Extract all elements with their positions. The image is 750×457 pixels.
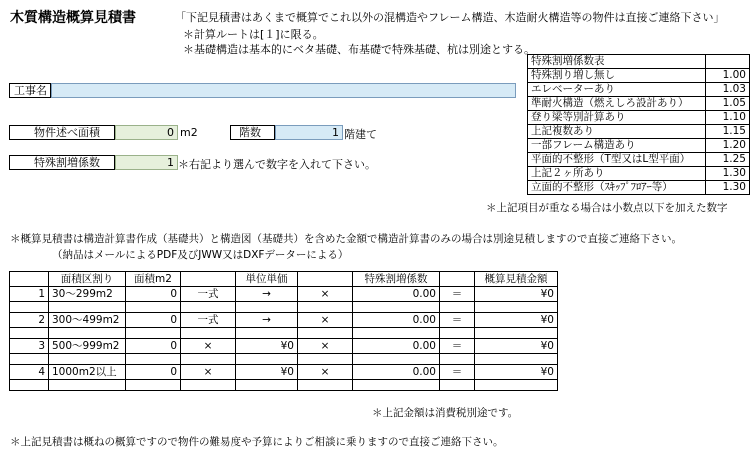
estimate-row-unit: × xyxy=(181,365,236,380)
factor-row-value: 1.00 xyxy=(705,69,749,83)
estimate-row-area: 0 xyxy=(126,287,181,302)
factor-row-label: 立面的不整形（ｽｷｯﾌﾟﾌﾛｱｰ等） xyxy=(528,181,706,195)
area-label: 物件述べ面積 xyxy=(9,125,115,140)
estimate-row-op1: → xyxy=(236,287,298,302)
estimate-row-eq: ＝ xyxy=(440,313,475,328)
factor-row-value: 1.30 xyxy=(705,167,749,181)
estimate-row-eq: ＝ xyxy=(440,339,475,354)
factor-row-value: 1.30 xyxy=(705,181,749,195)
factor-row-label: 平面的不整形（T型又はL型平面） xyxy=(528,153,706,167)
factor-table-title-blank xyxy=(705,55,749,69)
estimate-row xyxy=(10,313,558,328)
estimate-row-area: 0 xyxy=(126,339,181,354)
estimate-row-range: 30～299m2 xyxy=(49,287,126,302)
factor-row-label: 特殊割り増し無し xyxy=(528,69,706,83)
estimate-row-area: 0 xyxy=(126,313,181,328)
factor-row-value: 1.10 xyxy=(705,111,749,125)
estimate-spacer-row xyxy=(10,302,558,313)
estimate-header-unit-price: 単位単価 xyxy=(236,272,298,287)
note-mid-1: ＊概算見積書は構造計算書作成（基礎共）と構造図（基礎共）を含めた金額で構造計算書のみの場合は別途見積しますので直接ご連絡下さい。 xyxy=(10,233,682,245)
factor-row-label: エレベーターあり xyxy=(528,83,706,97)
factor-table xyxy=(527,54,750,195)
estimate-row-factor: 0.00 xyxy=(353,365,440,380)
estimate-row-unit: × xyxy=(181,339,236,354)
estimate-row-no: 2 xyxy=(10,313,49,328)
estimate-row-op1: ¥0 xyxy=(236,365,298,380)
estimate-spacer-row xyxy=(10,328,558,339)
area-unit: m2 xyxy=(180,126,198,139)
footer-note: ＊上記見積書は概ねの概算ですので物件の難易度や予算によりご相談に乗りますので直接ご連絡下さい。 xyxy=(10,436,504,448)
note-top-3: ＊基礎構造は基本的にベタ基礎、布基礎で特殊基礎、杭は別途とする。 xyxy=(183,43,535,56)
estimate-row-factor: 0.00 xyxy=(353,339,440,354)
factor-row-value: 1.15 xyxy=(705,125,749,139)
floors-label: 階数 xyxy=(230,125,275,140)
project-name-label: 工事名 xyxy=(9,83,51,98)
factor-table-title: 特殊割増係数表 xyxy=(528,55,706,69)
factor-row xyxy=(528,111,750,125)
estimate-header-row xyxy=(10,272,558,287)
estimate-row-amount: ¥0 xyxy=(475,365,558,380)
estimate-header-factor: 特殊割増係数 xyxy=(353,272,440,287)
factor-input[interactable]: 1 xyxy=(115,155,178,170)
note-top-2: ＊計算ルートは[１]に限る。 xyxy=(183,28,324,41)
estimate-row-op2: × xyxy=(298,339,353,354)
estimate-row-op1: ¥0 xyxy=(236,339,298,354)
estimate-spacer-row xyxy=(10,380,558,391)
factor-row xyxy=(528,167,750,181)
estimate-row-range: 1000m2以上 xyxy=(49,365,126,380)
estimate-row-op1: → xyxy=(236,313,298,328)
estimate-header-blank-3 xyxy=(298,272,353,287)
tax-note: ＊上記金額は消費税別途です。 xyxy=(372,407,519,419)
factor-row-label: 上記複数あり xyxy=(528,125,706,139)
estimate-row-factor: 0.00 xyxy=(353,287,440,302)
factor-row-label: 一部フレーム構造あり xyxy=(528,139,706,153)
note-top-1: 「下記見積書はあくまで概算でこれ以外の混構造やフレーム構造、木造耐火構造等の物件は直接ご連絡下さい」 xyxy=(175,11,725,24)
factor-row-value: 1.20 xyxy=(705,139,749,153)
estimate-row-factor: 0.00 xyxy=(353,313,440,328)
factor-row-value: 1.05 xyxy=(705,97,749,111)
estimate-row-op2: × xyxy=(298,313,353,328)
estimate-row-range: 500～999m2 xyxy=(49,339,126,354)
factor-row-label: 準耐火構造（燃えしろ設計あり） xyxy=(528,97,706,111)
floors-input[interactable]: 1 xyxy=(275,125,343,140)
factor-row xyxy=(528,125,750,139)
factor-row-value: 1.03 xyxy=(705,83,749,97)
estimate-row xyxy=(10,287,558,302)
note-mid-2: （納品はメールによるPDF及びJWW又はDXFデーターによる） xyxy=(52,249,349,261)
estimate-row-amount: ¥0 xyxy=(475,287,558,302)
estimate-row-op2: × xyxy=(298,365,353,380)
estimate-header-blank-2 xyxy=(181,272,236,287)
factor-row-label: 登り梁等別計算あり xyxy=(528,111,706,125)
estimate-row-no: 1 xyxy=(10,287,49,302)
estimate-header-amount: 概算見積金額 xyxy=(475,272,558,287)
estimate-row-eq: ＝ xyxy=(440,365,475,380)
estimate-table xyxy=(9,271,558,391)
factor-row xyxy=(528,139,750,153)
factor-row-label: 上記２ヶ所あり xyxy=(528,167,706,181)
factor-row xyxy=(528,83,750,97)
estimate-spacer-row xyxy=(10,354,558,365)
estimate-row-amount: ¥0 xyxy=(475,339,558,354)
estimate-row-no: 3 xyxy=(10,339,49,354)
estimate-row-area: 0 xyxy=(126,365,181,380)
estimate-row-op2: × xyxy=(298,287,353,302)
area-input[interactable]: 0 xyxy=(115,125,178,140)
estimate-header-blank-4 xyxy=(440,272,475,287)
factor-row xyxy=(528,181,750,195)
estimate-row-unit: 一式 xyxy=(181,287,236,302)
factor-row xyxy=(528,97,750,111)
factor-row-value: 1.25 xyxy=(705,153,749,167)
estimate-header-area: 面積m2 xyxy=(126,272,181,287)
factor-table-title-row xyxy=(528,55,750,69)
estimate-row xyxy=(10,365,558,380)
page-title: 木質構造概算見積書 xyxy=(10,10,136,26)
factor-hint: ＊右記より選んで数字を入れて下さい。 xyxy=(178,158,376,171)
estimate-header-range: 面積区割り xyxy=(49,272,126,287)
estimate-row-eq: ＝ xyxy=(440,287,475,302)
estimate-row xyxy=(10,339,558,354)
factor-row xyxy=(528,153,750,167)
estimate-row-range: 300～499m2 xyxy=(49,313,126,328)
factor-label: 特殊割増係数 xyxy=(9,155,115,170)
project-name-input[interactable] xyxy=(51,83,516,98)
factor-row xyxy=(528,69,750,83)
estimate-row-amount: ¥0 xyxy=(475,313,558,328)
estimate-row-no: 4 xyxy=(10,365,49,380)
factor-table-footnote: ＊上記項目が重なる場合は小数点以下を加えた数字 xyxy=(486,202,728,214)
estimate-row-unit: 一式 xyxy=(181,313,236,328)
floors-unit: 階建て xyxy=(344,128,377,141)
estimate-header-blank xyxy=(10,272,49,287)
